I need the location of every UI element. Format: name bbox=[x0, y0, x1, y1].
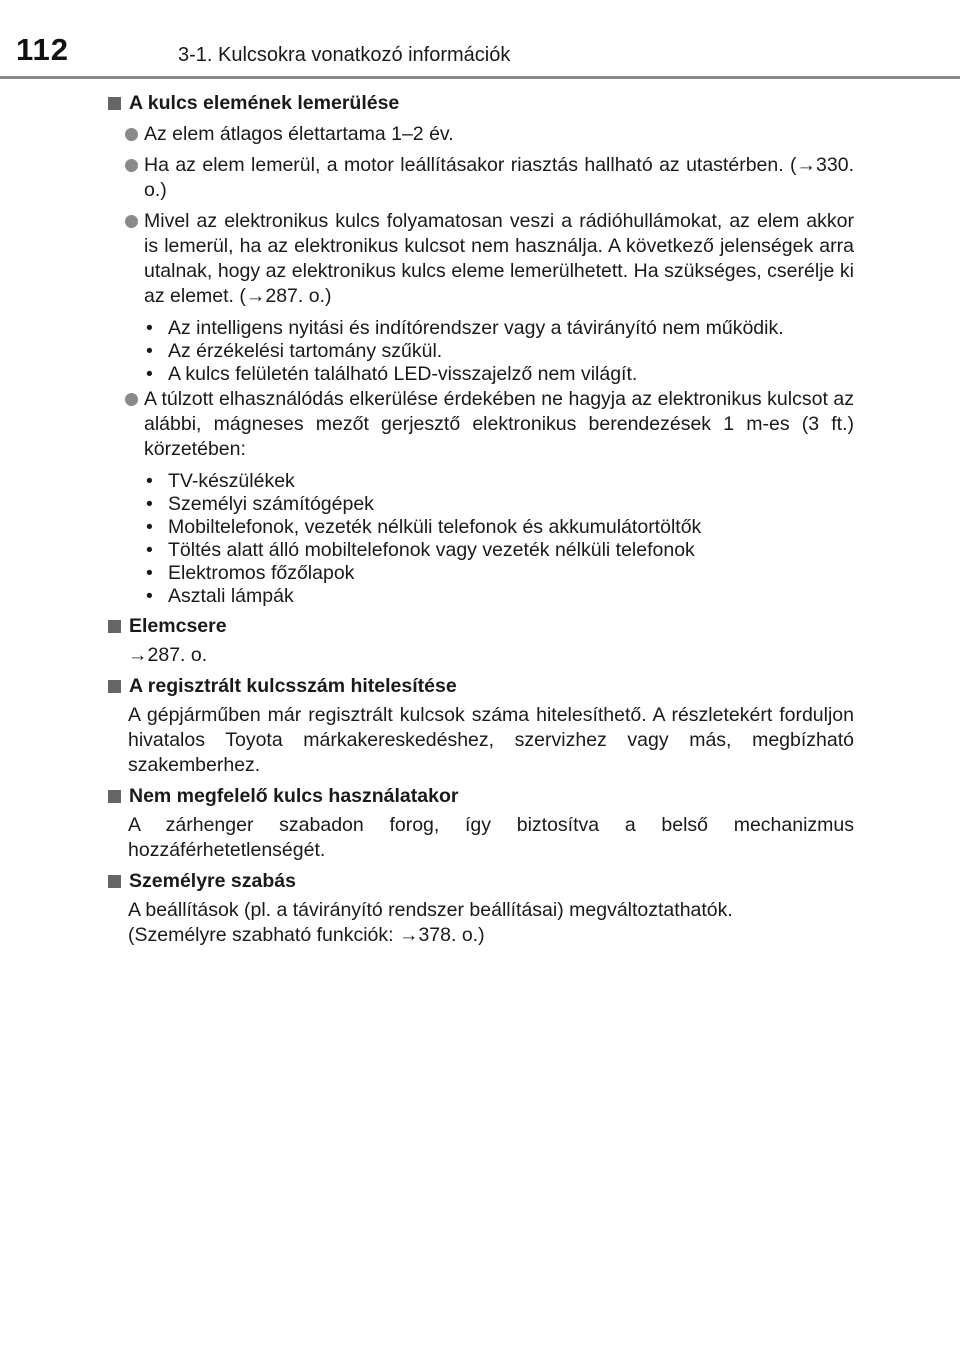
sub-list-item bbox=[144, 470, 854, 493]
bullet-icon: • bbox=[146, 470, 153, 492]
chapter-title: 3-1. Kulcsokra vonatkozó információk bbox=[178, 44, 511, 66]
section-heading-custom bbox=[108, 869, 854, 894]
sub-list-item bbox=[144, 340, 854, 363]
section-title: A regisztrált kulcsszám hitelesítése bbox=[129, 675, 457, 697]
bullet-icon: • bbox=[146, 340, 153, 362]
section-title: Elemcsere bbox=[129, 615, 227, 637]
section-text: (Személyre szabható funkciók: →378. o.) bbox=[128, 924, 485, 946]
list-item bbox=[108, 209, 854, 309]
circle-bullet-icon bbox=[125, 159, 138, 172]
section-title: Személyre szabás bbox=[129, 870, 296, 892]
section-title: Nem megfelelő kulcs használatakor bbox=[129, 785, 459, 807]
list-item bbox=[108, 153, 854, 203]
bullet-icon: • bbox=[146, 317, 153, 339]
list-item-text: Mivel az elektronikus kulcs folyamatosan veszi a rádióhullámokat, az elem akkor is lemerül, ha az elektronikus kulcsot nem használja. A következő jelenségek arra utalnak, hogy az elektronikus kulcs eleme lemerülhetett. Ha szükséges, cserélje ki az elemet. (→287. o.) bbox=[144, 210, 854, 307]
circle-bullet-icon bbox=[125, 128, 138, 141]
page-number: 112 bbox=[16, 32, 70, 67]
sub-list-item-text: Asztali lámpák bbox=[168, 585, 294, 607]
list-item bbox=[108, 122, 854, 147]
circle-bullet-icon bbox=[125, 215, 138, 228]
section-text: A beállítások (pl. a távirányító rendszer beállításai) megváltoztathatók. bbox=[128, 899, 733, 921]
sub-list-item bbox=[144, 539, 854, 562]
bullet-icon: • bbox=[146, 539, 153, 561]
device-list bbox=[108, 470, 854, 608]
list-item-text: Ha az elem lemerül, a motor leállításakor riasztás hallható az utastérben. (→330. o.) bbox=[144, 154, 854, 201]
section-text: A zárhenger szabadon forog, így biztosítva a belső mechanizmus hozzáférhetetlenségét. bbox=[128, 814, 854, 861]
bullet-icon: • bbox=[146, 493, 153, 515]
section-title: A kulcs elemének lemerülése bbox=[129, 92, 400, 114]
list-item-text: Az elem átlagos élettartama 1–2 év. bbox=[144, 123, 454, 145]
square-bullet-icon bbox=[108, 680, 121, 693]
list-item-text: A túlzott elhasználódás elkerülése érdekében ne hagyja az elektronikus kulcsot az alábbi, mágneses mezőt gerjesztő elektronikus berendezések 1 m-es (3 ft.) körzetében: bbox=[144, 388, 854, 460]
bullet-icon: • bbox=[146, 516, 153, 538]
section-text: →287. o. bbox=[128, 644, 208, 666]
section-heading-replace bbox=[108, 614, 854, 639]
sub-list-item-text: Az intelligens nyitási és indítórendszer vagy a távirányító nem működik. bbox=[168, 317, 784, 339]
symptom-list bbox=[108, 317, 854, 386]
sub-list-item-text: A kulcs felületén található LED-visszajelző nem világít. bbox=[168, 363, 638, 385]
sub-list-item-text: Személyi számítógépek bbox=[168, 493, 374, 515]
section-text: A gépjárműben már regisztrált kulcsok száma hitelesíthető. A részletekért forduljon hivatalos Toyota márkakereskedéshez, szervizhez vagy más, megbízható szakemberhez. bbox=[128, 704, 854, 776]
sub-list-item-text: Az érzékelési tartomány szűkül. bbox=[168, 340, 443, 362]
square-bullet-icon bbox=[108, 875, 121, 888]
page-header bbox=[0, 0, 960, 78]
sub-list-item-text: Töltés alatt álló mobiltelefonok vagy vezeték nélküli telefonok bbox=[168, 539, 695, 561]
list-item bbox=[108, 387, 854, 462]
sub-list-item-text: TV-készülékek bbox=[168, 470, 295, 492]
sub-list-item-text: Elektromos főzőlapok bbox=[168, 562, 355, 584]
sub-list-item bbox=[144, 516, 854, 539]
section-heading-registered bbox=[108, 674, 854, 699]
bullet-icon: • bbox=[146, 585, 153, 607]
sub-list-item bbox=[144, 317, 854, 340]
square-bullet-icon bbox=[108, 790, 121, 803]
header-divider bbox=[0, 76, 960, 79]
sub-list-item bbox=[144, 562, 854, 585]
page-content bbox=[108, 91, 854, 948]
bullet-icon: • bbox=[146, 562, 153, 584]
section-heading-wrong-key bbox=[108, 784, 854, 809]
sub-list-item bbox=[144, 363, 854, 386]
section-heading-battery bbox=[108, 91, 854, 116]
square-bullet-icon bbox=[108, 97, 121, 110]
sub-list-item bbox=[144, 585, 854, 608]
square-bullet-icon bbox=[108, 620, 121, 633]
sub-list-item-text: Mobiltelefonok, vezeték nélküli telefonok és akkumulátortöltők bbox=[168, 516, 702, 538]
bullet-icon: • bbox=[146, 363, 153, 385]
sub-list-item bbox=[144, 493, 854, 516]
circle-bullet-icon bbox=[125, 393, 138, 406]
